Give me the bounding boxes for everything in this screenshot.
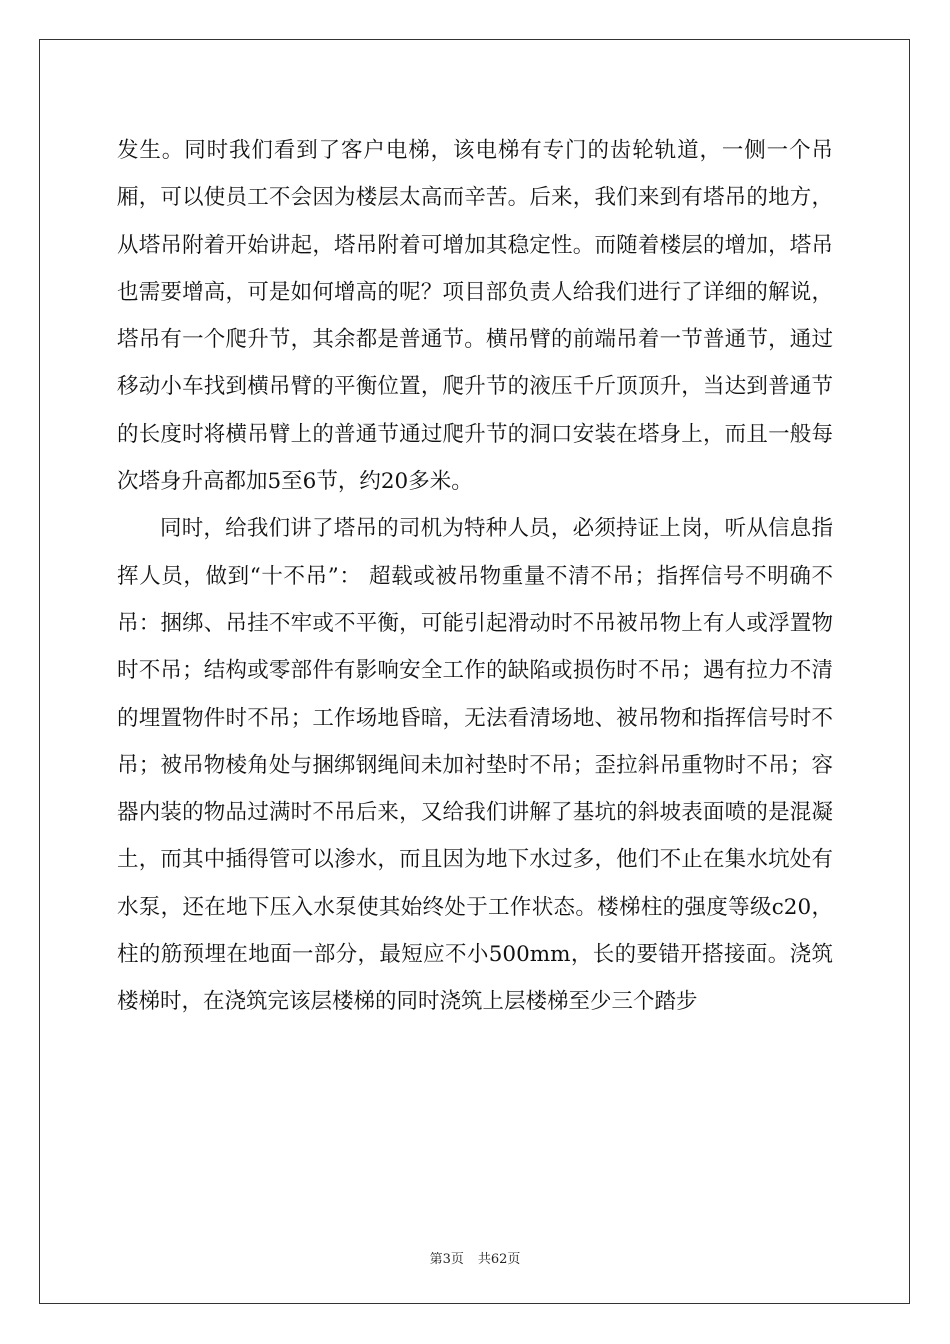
page-footer [0, 1248, 950, 1267]
page-number: 第3页 [429, 1252, 464, 1267]
paragraph-2: 同时，给我们讲了塔吊的司机为特种人员，必须持证上岗，听从信息指挥人员，做到“十不吊”： 超载或被吊物重量不清不吊；指挥信号不明确不吊：捆绑、吊挂不牢或不平衡，可能引起滑动时不吊被吊物上有人或浮置物时不吊；结构或零部件有影响安全工作的缺陷或损伤时不吊；遇有拉力不清的埋置物件时不吊；工作场地昏暗，无法看清场地、被吊物和指挥信号时不吊；被吊物棱角处与捆绑钢绳间未加衬垫时不吊；歪拉斜吊重物时不吊；容器内装的物品过满时不吊后来，又给我们讲解了基坑的斜坡表面喷的是混凝土，而其中插得管可以渗水，而且因为地下水过多，他们不止在集水坑处有水泵，还在地下压入水泵使其始终处于工作状态。楼梯柱的强度等级c20，柱的筋预埋在地面一部分，最短应不小500mm，长的要错开搭接面。浇筑楼梯时，在浇筑完该层楼梯的同时浇筑上层楼梯至少三个踏步 [117, 516, 833, 1015]
page-total: 共62页 [477, 1252, 521, 1267]
paragraph-1: 发生。同时我们看到了客户电梯，该电梯有专门的齿轮轨道，一侧一个吊厢，可以使员工不会因为楼层太高而辛苦。后来，我们来到有塔吊的地方，从塔吊附着开始讲起，塔吊附着可增加其稳定性。而随着楼层的增加，塔吊也需要增高，可是如何增高的呢？项目部负责人给我们进行了详细的解说，塔吊有一个爬升节，其余都是普通节。横吊臂的前端吊着一节普通节，通过移动小车找到横吊臂的平衡位置，爬升节的液压千斤顶顶升，当达到普通节的长度时将横吊臂上的普通节通过爬升节的洞口安装在塔身上，而且一般每次塔身升高都加5至6节，约20多米。 [117, 138, 833, 495]
document-body [117, 127, 833, 1026]
